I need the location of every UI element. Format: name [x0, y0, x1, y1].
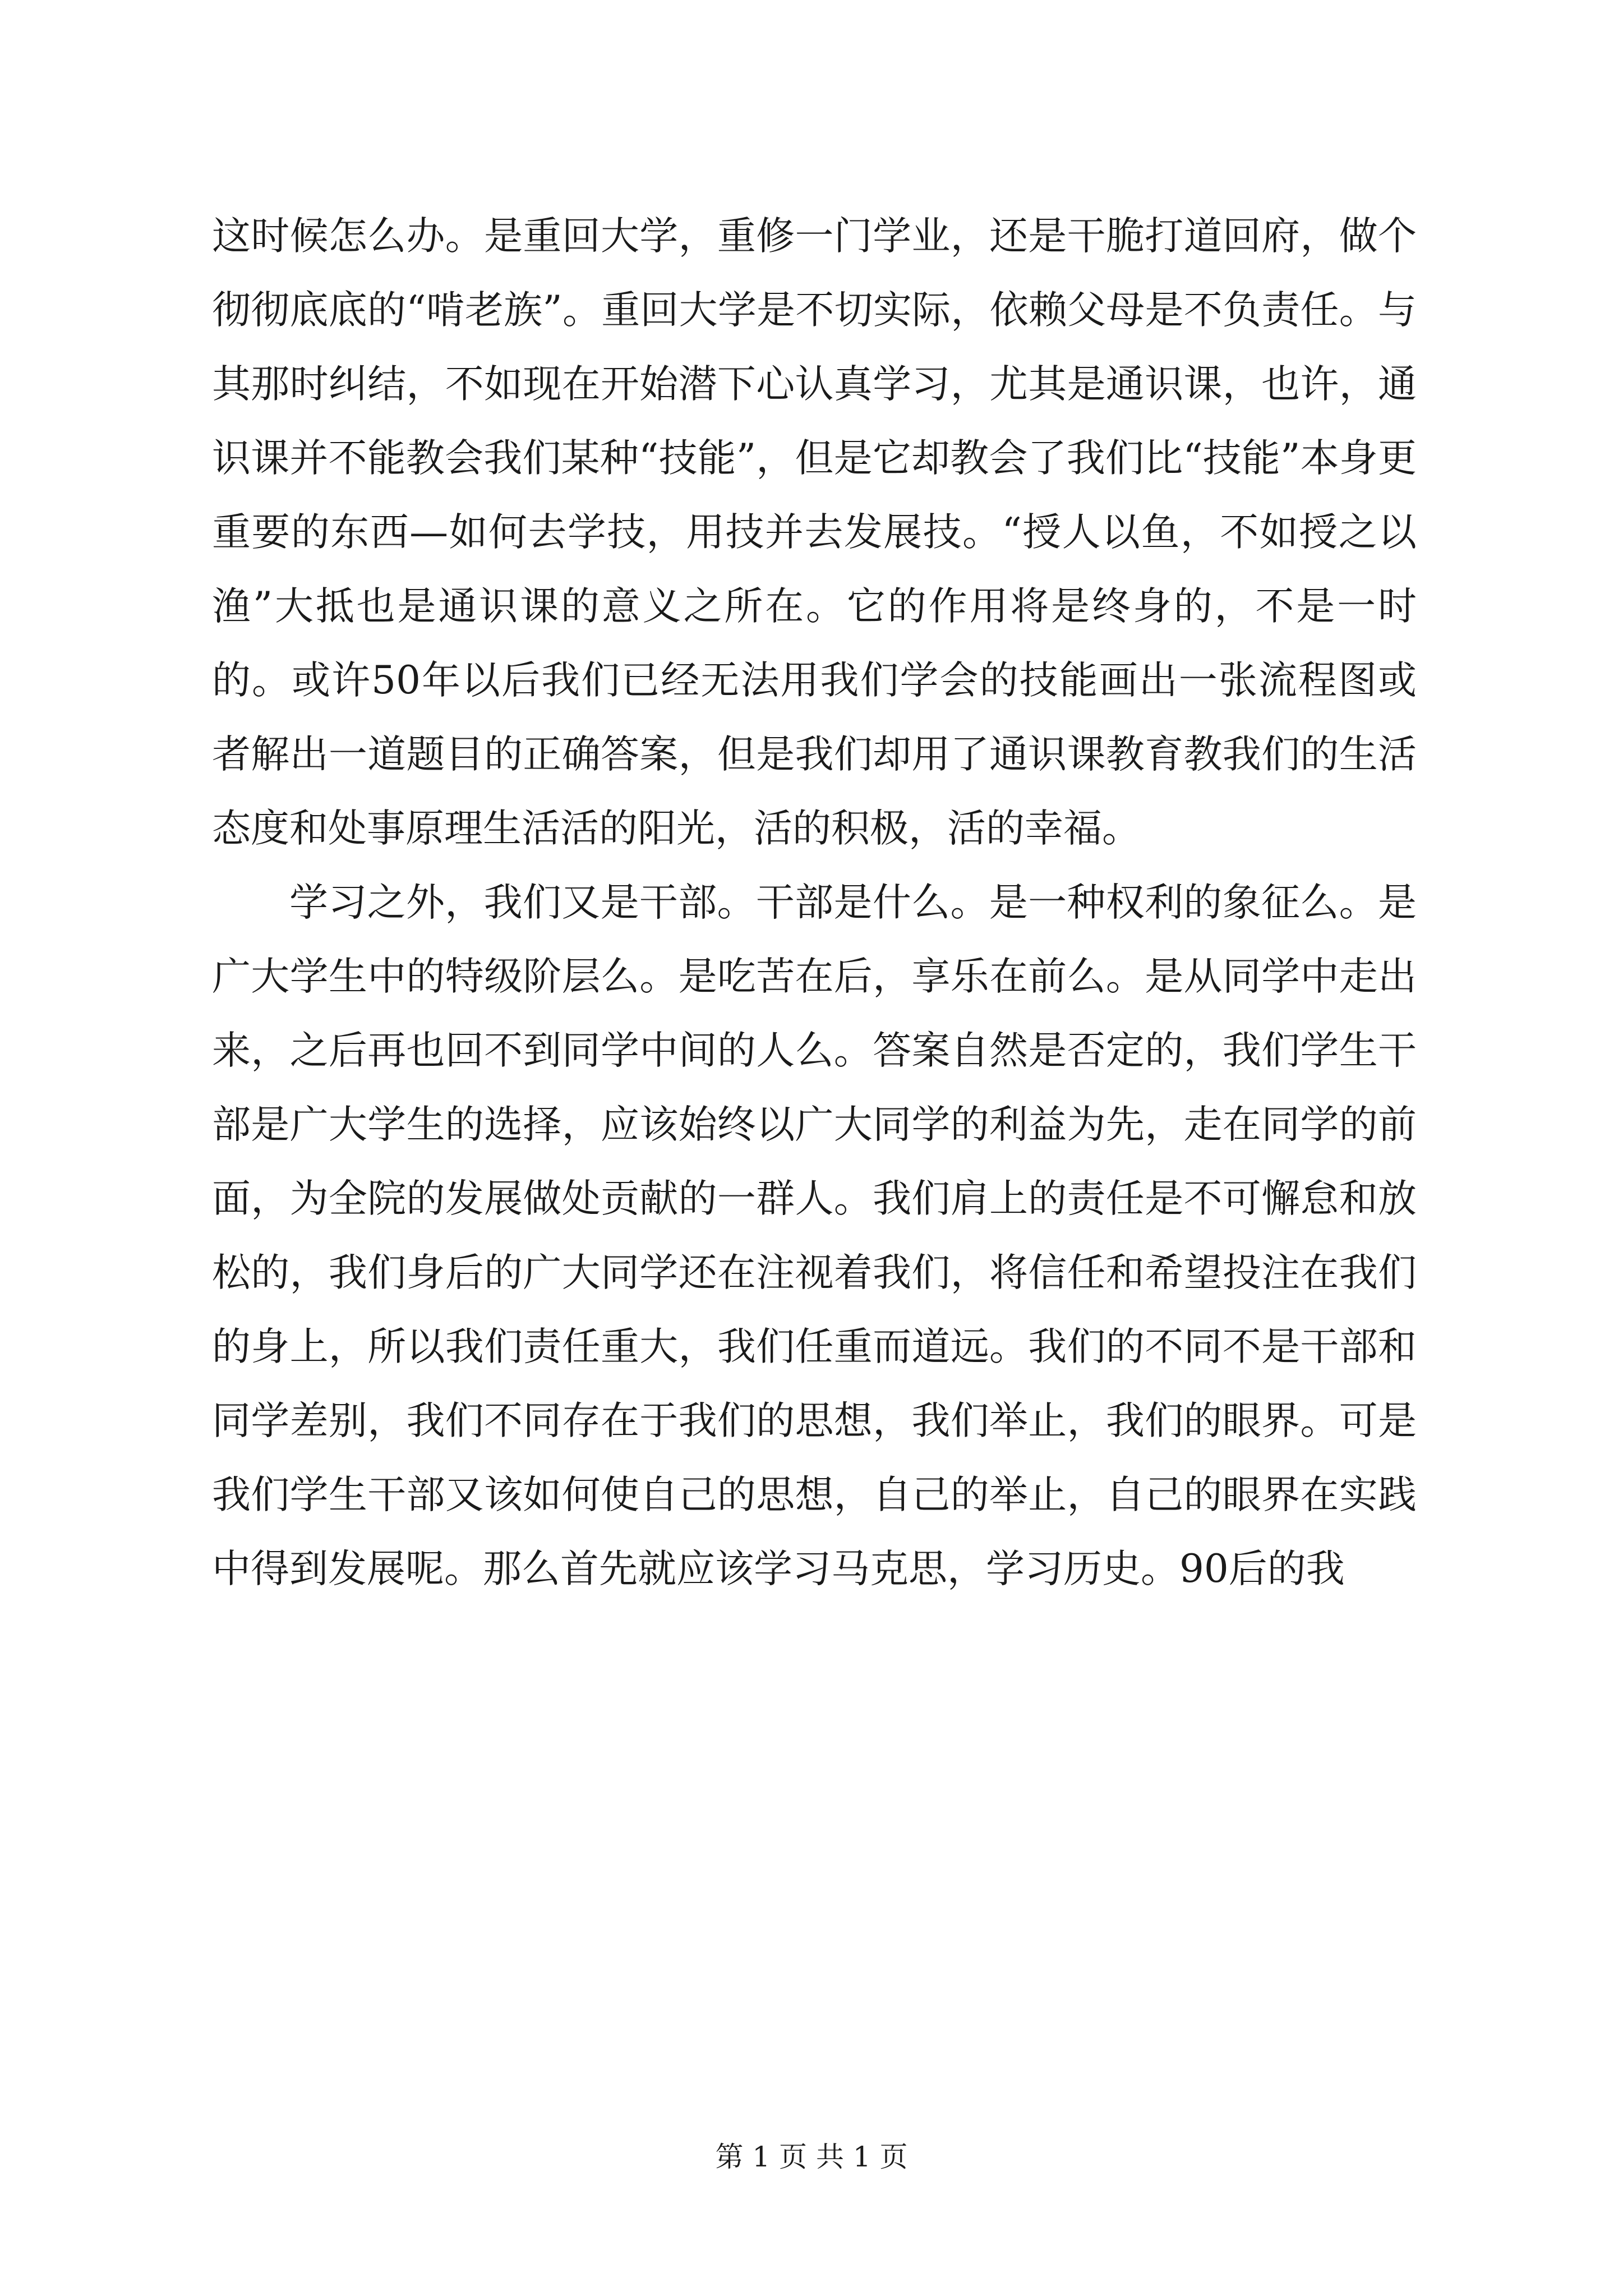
- paragraph-2: 学习之外，我们又是干部。干部是什么。是一种权利的象征么。是广大学生中的特级阶层么。是吃苦在后，享乐在前么。是从同学中走出来，之后再也回不到同学中间的人么。答案自然是否定的，我们学生干部是广大学生的选择，应该始终以广大同学的利益为先，走在同学的前面，为全院的发展做处贡献的一群人。我们肩上的责任是不可懈怠和放松的，我们身后的广大同学还在注视着我们，将信任和希望投注在我们的身上，所以我们责任重大，我们任重而道远。我们的不同不是干部和同学差别，我们不同存在于我们的思想，我们举止，我们的眼界。可是我们学生干部又该如何使自己的思想，自己的举止，自己的眼界在实践中得到发展呢。那么首先就应该学习马克思，学习历史。90后的我: [212, 880, 1417, 1591]
- document-body: [212, 199, 1417, 1606]
- page-footer: 第 1 页 共 1 页: [715, 2141, 908, 2173]
- paragraph-1: 这时候怎么办。是重回大学，重修一门学业，还是干脆打道回府，做个彻彻底底的“啃老族”。重回大学是不切实际，依赖父母是不负责任。与其那时纠结，不如现在开始潜下心认真学习，尤其是通识课，也许，通识课并不能教会我们某种“技能”，但是它却教会了我们比“技能”本身更重要的东西—如何去学技，用技并去发展技。“授人以鱼，不如授之以渔”大抵也是通识课的意义之所在。它的作用将是终身的，不是一时的。或许50年以后我们已经无法用我们学会的技能画出一张流程图或者解出一道题目的正确答案，但是我们却用了通识课教育教我们的生活态度和处事原理生活活的阳光，活的积极，活的幸福。: [212, 214, 1417, 851]
